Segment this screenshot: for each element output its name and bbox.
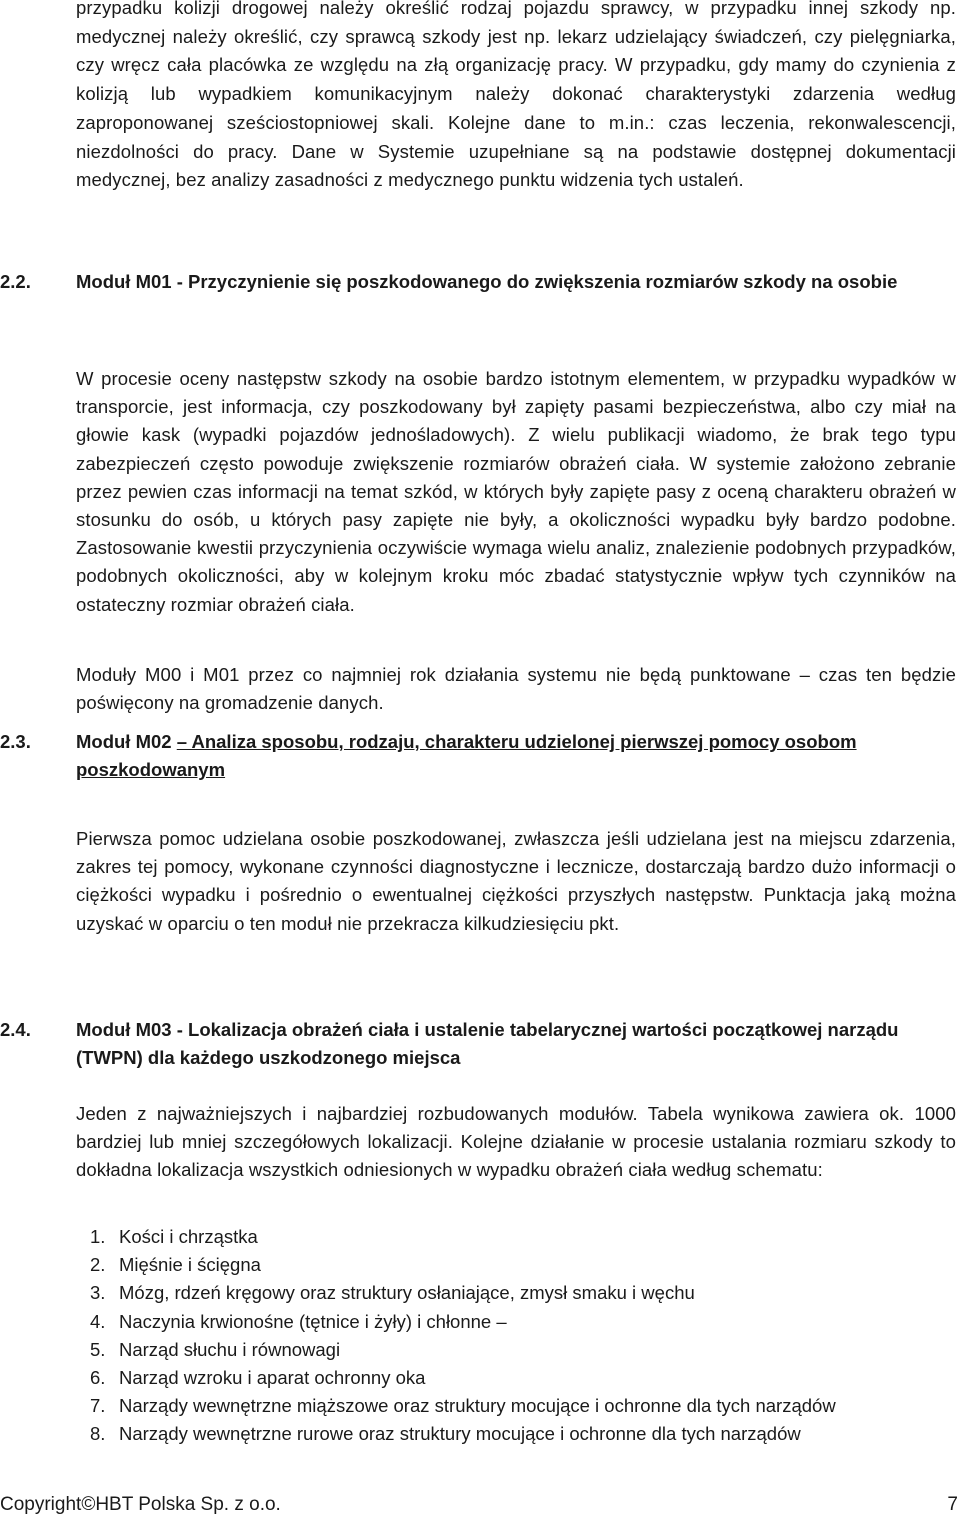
list-item-text: Narządy wewnętrzne miąższowe oraz struktury mocujące i ochronne dla tych narządów [119, 1395, 836, 1417]
list-item [76, 1364, 836, 1392]
section-title-prefix: Moduł M02 [76, 731, 177, 752]
list-item-text: Naczynia krwionośne (tętnice i żyły) i chłonne – [119, 1310, 507, 1332]
page-footer [0, 1493, 958, 1517]
list-item [76, 1420, 836, 1448]
section-title: Moduł M03 - Lokalizacja obrażeń ciała i ustalenie tabelarycznej wartości początkowej narządu (TWPN) dla każdego uszkodzonego miejsca [76, 1019, 899, 1068]
list-item-text: Narząd słuchu i równowagi [119, 1338, 341, 1360]
page-number: 7 [947, 1494, 958, 1515]
section-title: Moduł M01 - Przyczynienie się poszkodowanego do zwiększenia rozmiarów szkody na osobie [76, 271, 898, 292]
list-item [76, 1308, 836, 1336]
section-title [76, 728, 956, 784]
list-item [76, 1223, 836, 1251]
section-title-underlined: – Analiza sposobu, rodzaju, charakteru udzielonej pierwszej pomocy osobom poszkodowanym [76, 731, 857, 780]
list-item-number: 4. [90, 1310, 106, 1332]
list-item-number: 8. [90, 1423, 106, 1445]
list-item-text: Narządy wewnętrzne rurowe oraz struktury mocujące i ochronne dla tych narządów [119, 1423, 801, 1445]
intro-paragraph: przypadku kolizji drogowej należy określić rodzaj pojazdu sprawcy, w przypadku innej szkody np. medycznej należy określić, czy sprawcą szkody jest np. lekarz udzielający świadczeń, czy pielęgniarka, czy wręcz cała placówka ze względu na złą organizację pracy. W przypadku, gdy mamy do czynienia z kolizją lub wypadkiem komunikacyjnym należy dokonać charakterystyki zdarzenia według zaproponowanej sześciostopniowej skali. Kolejne dane to m.in.: czas leczenia, rekonwalescencji, niezdolności do pracy. Dane w Systemie uzupełniane są na podstawie dostępnej dokumentacji medycznej, bez analizy zasadności z medycznego punktu widzenia tych ustaleń. [76, 0, 956, 191]
section-number: 2.2. [0, 271, 31, 292]
section-2-3-heading [0, 728, 956, 784]
list-item-text: Narząd wzroku i aparat ochronny oka [119, 1367, 426, 1389]
list-item-number: 6. [90, 1367, 106, 1389]
list-item-number: 2. [90, 1254, 106, 1276]
section-2-4-paragraph-1: Jeden z najważniejszych i najbardziej rozbudowanych modułów. Tabela wynikowa zawiera ok. 1000 bardziej lub mniej szczegółowych lokalizacji. Kolejne działanie w procesie ustalania rozmiaru szkody to dokładna lokalizacja wszystkich odniesionych w wypadku obrażeń ciała według schematu: [76, 1103, 956, 1181]
list-item-number: 1. [90, 1226, 106, 1247]
list-item-text: Kości i chrząstka [119, 1226, 258, 1247]
copyright-text: Copyright©HBT Polska Sp. z o.o. [0, 1494, 281, 1515]
list-item-number: 3. [90, 1282, 106, 1304]
section-2-4-heading [0, 1016, 956, 1072]
section-2-2-paragraph-1: W procesie oceny następstw szkody na osobie bardzo istotnym elementem, w przypadku wypadków w transporcie, jest informacja, czy poszkodowany był zapięty pasami bezpieczeństwa, albo czy miał na głowie kask (wypadki pojazdów jednośladowych). Z wielu publikacji wiadomo, że brak tego typu zabezpieczeń często powoduje zwiększenie rozmiarów obrażeń ciała. W systemie założono zebranie przez pewien czas informacji na temat szkód, w których były zapięte pasy z oceną charakteru obrażeń w stosunku do osób, u których pasy zapięte nie były, a okoliczności wypadku były bardzo podobne. Zastosowanie kwestii przyczynienia oczywiście wymaga wielu analiz, znalezienie podobnych przypadków, podobnych okoliczności, aby w kolejnym kroku móc zbadać statystycznie wpływ tych czynników na ostateczny rozmiar obrażeń ciała. [76, 368, 956, 615]
section-2-2-paragraph-2: Moduły M00 i M01 przez co najmniej rok działania systemu nie będą punktowane – czas ten będzie poświęcony na gromadzenie danych. [76, 664, 956, 714]
section-2-3-paragraph-1: Pierwsza pomoc udzielana osobie poszkodowanej, zwłaszcza jeśli udzielana jest na miejscu zdarzenia, zakres tej pomocy, wykonane czynności diagnostyczne i lecznicze, dostarczają bardzo dużo informacji o ciężkości wypadku i pośrednio o ewentualnej ciężkości przyszłych następstw. Punktacja jaką można uzyskać w oparciu o ten moduł nie przekracza kilkudziesięciu pkt. [76, 828, 956, 934]
section-number: 2.4. [0, 1019, 31, 1040]
list-item-number: 7. [90, 1395, 106, 1417]
list-item [76, 1251, 836, 1279]
list-item [76, 1392, 836, 1420]
list-item-number: 5. [90, 1338, 106, 1360]
section-2-2-heading [0, 268, 956, 296]
list-item-text: Mięśnie i ścięgna [119, 1254, 261, 1276]
injury-location-list [76, 1223, 836, 1449]
section-number: 2.3. [0, 731, 31, 752]
list-item [76, 1279, 836, 1307]
list-item [76, 1336, 836, 1364]
list-item-text: Mózg, rdzeń kręgowy oraz struktury osłaniające, zmysł smaku i węchu [119, 1282, 695, 1304]
